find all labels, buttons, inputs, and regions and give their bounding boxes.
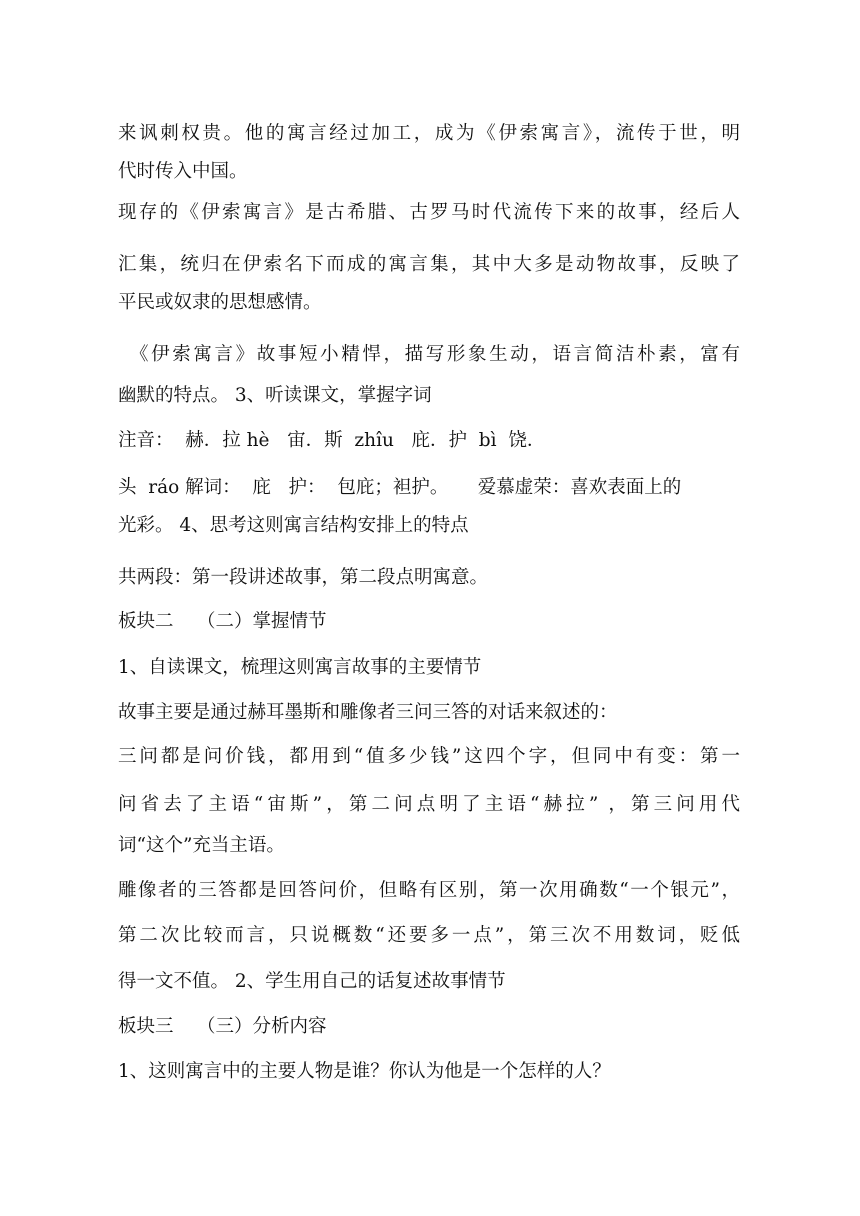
text-line-8: 注音： 赫．拉 hè 宙．斯 zhîu 庇．护 bì 饶． xyxy=(118,430,546,451)
text-line-14: 故事主要是通过赫耳墨斯和雕像者三问三答的对话来叙述的： xyxy=(118,702,618,723)
section-heading-2: 板块二 （二）掌握情节 xyxy=(118,611,327,632)
text-line-9: 头 ráo 解词： 庇 护： 包庇；袒护。 爱慕虚荣：喜欢表面上的 xyxy=(118,477,682,498)
text-line-22: 1、这则寓言中的主要人物是谁？你认为他是一个怎样的人？ xyxy=(118,1061,611,1082)
section-heading-3: 板块三 （三）分析内容 xyxy=(118,1016,327,1037)
text-line-13: 1、自读课文，梳理这则寓言故事的主要情节 xyxy=(118,657,482,678)
text-line-10: 光彩。 4、思考这则寓言结构安排上的特点 xyxy=(118,515,469,536)
text-line-20: 得一文不值。 2、学生用自己的话复述故事情节 xyxy=(118,971,506,992)
text-line-18: 雕像者的三答都是回答问价，但略有区别，第一次用确数“一个银元”， xyxy=(118,880,740,901)
text-line-17: 词“这个”充当主语。 xyxy=(118,835,285,856)
text-line-16: 问省去了主语“宙斯”，第二问点明了主语“赫拉” ，第三问用代 xyxy=(118,794,740,815)
text-line-11: 共两段：第一段讲述故事，第二段点明寓意。 xyxy=(118,567,489,588)
text-line-2: 代时传入中国。 xyxy=(118,161,248,182)
text-line-15: 三问都是问价钱，都用到“值多少钱”这四个字，但同中有变：第一 xyxy=(118,746,740,767)
text-line-6: 《伊索寓言》故事短小精悍，描写形象生动，语言简洁朴素，富有 xyxy=(130,344,740,365)
text-line-19: 第二次比较而言，只说概数“还要多一点”，第三次不用数词，贬低 xyxy=(118,925,740,946)
text-line-4: 汇集，统归在伊索名下而成的寓言集，其中大多是动物故事，反映了 xyxy=(118,254,740,275)
text-line-5: 平民或奴隶的思想感情。 xyxy=(118,292,322,313)
text-line-3: 现存的《伊索寓言》是古希腊、古罗马时代流传下来的故事，经后人 xyxy=(118,202,740,223)
text-line-1: 来讽刺权贵。他的寓言经过加工，成为《伊索寓言》，流传于世，明 xyxy=(118,123,740,144)
text-line-7: 幽默的特点。 3、听读课文，掌握字词 xyxy=(118,385,432,406)
